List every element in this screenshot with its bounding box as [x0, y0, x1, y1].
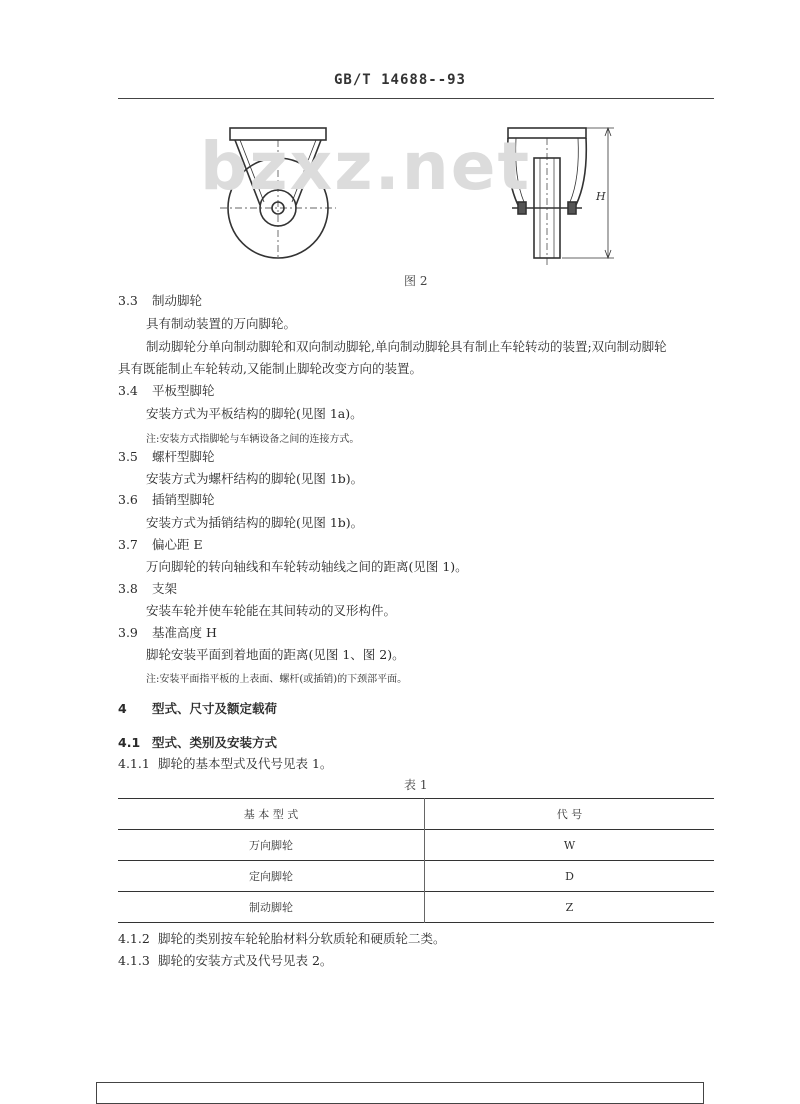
section-title: 螺杆型脚轮: [152, 449, 215, 464]
section-number: 4: [118, 701, 127, 716]
note-3-9: 注:安装平面指平板的上表面、螺杆(或插销)的下颈部平面。: [146, 674, 408, 685]
section-number: 3.6: [118, 492, 138, 507]
standard-header: GB/T 14688--93: [333, 72, 466, 88]
table-cell: Z: [565, 900, 574, 914]
section-number: 4.1: [118, 735, 141, 750]
section-3-5-heading: [118, 448, 215, 465]
paragraph-3-6: 安装方式为插销结构的脚轮(见图 1b)。: [146, 515, 364, 530]
table-header-row: [118, 799, 714, 830]
section-3-3-heading: [118, 292, 202, 309]
section-number: 3.4: [118, 383, 138, 398]
table-header-cell: 基 本 型 式: [118, 799, 425, 830]
section-title: 插销型脚轮: [152, 492, 215, 507]
section-3-7-heading: [118, 536, 203, 553]
paragraph-3-3-2-cont: 具有既能制止车轮转动,又能制止脚轮改变方向的装置。: [118, 361, 422, 376]
section-title: 制动脚轮: [152, 293, 203, 308]
paragraph-3-3-1: 具有制动装置的万向脚轮。: [146, 316, 297, 331]
header-rule: [118, 98, 714, 99]
watermark-text: bzxz.net: [200, 128, 532, 205]
section-number: 3.8: [118, 581, 138, 596]
section-4-heading: [118, 700, 277, 717]
item-4-1-2: [118, 930, 446, 947]
section-title: 偏心距 E: [152, 537, 203, 552]
paragraph-3-4: 安装方式为平板结构的脚轮(见图 1a)。: [146, 406, 363, 421]
item-number: 4.1.2: [118, 931, 150, 946]
bottom-frame: [96, 1082, 704, 1104]
section-3-6-heading: [118, 491, 215, 508]
table-cell: 制动脚轮: [118, 892, 425, 923]
dimension-label-H: H: [596, 190, 606, 203]
section-number: 3.7: [118, 537, 138, 552]
item-number: 4.1.3: [118, 953, 150, 968]
figure-2-caption: 图 2: [404, 274, 428, 288]
section-3-8-heading: [118, 580, 177, 597]
table-row: [118, 861, 714, 892]
item-text: 脚轮的类别按车轮轮胎材料分软质轮和硬质轮二类。: [158, 931, 446, 946]
paragraph-3-8: 安装车轮并使车轮能在其间转动的叉形构件。: [146, 603, 397, 618]
section-3-4-heading: [118, 382, 215, 399]
table-1-caption: 表 1: [404, 778, 428, 792]
paragraph-3-3-2: 制动脚轮分单向制动脚轮和双向制动脚轮,单向制动脚轮具有制止车轮转动的装置;双向制动脚轮: [146, 339, 667, 354]
note-3-4: 注:安装方式指脚轮与车辆设备之间的连接方式。: [146, 434, 360, 445]
table-row: [118, 830, 714, 861]
table-header-cell: 代 号: [556, 808, 583, 821]
section-4-1-heading: [118, 734, 277, 751]
section-title: 型式、尺寸及额定载荷: [152, 701, 278, 716]
section-number: 3.5: [118, 449, 138, 464]
item-4-1-3: [118, 952, 332, 969]
section-title: 支架: [152, 581, 178, 596]
table-cell: 万向脚轮: [118, 830, 425, 861]
paragraph-3-7: 万向脚轮的转向轴线和车轮转动轴线之间的距离(见图 1)。: [146, 559, 468, 574]
table-row: [118, 892, 714, 923]
section-number: 3.3: [118, 293, 138, 308]
item-number: 4.1.1: [118, 756, 150, 771]
item-text: 脚轮的基本型式及代号见表 1。: [158, 756, 333, 771]
section-title: 平板型脚轮: [152, 383, 215, 398]
paragraph-3-9: 脚轮安装平面到着地面的距离(见图 1、图 2)。: [146, 647, 405, 662]
table-1: [118, 798, 714, 923]
section-title: 基准高度 H: [152, 625, 217, 640]
table-cell: W: [563, 838, 576, 852]
table-cell: D: [565, 869, 574, 883]
paragraph-3-5: 安装方式为螺杆结构的脚轮(见图 1b)。: [146, 471, 364, 486]
table-cell: 定向脚轮: [118, 861, 425, 892]
item-text: 脚轮的安装方式及代号见表 2。: [158, 953, 333, 968]
item-4-1-1: [118, 755, 332, 772]
section-number: 3.9: [118, 625, 138, 640]
section-3-9-heading: [118, 624, 217, 641]
section-title: 型式、类别及安装方式: [152, 735, 278, 750]
